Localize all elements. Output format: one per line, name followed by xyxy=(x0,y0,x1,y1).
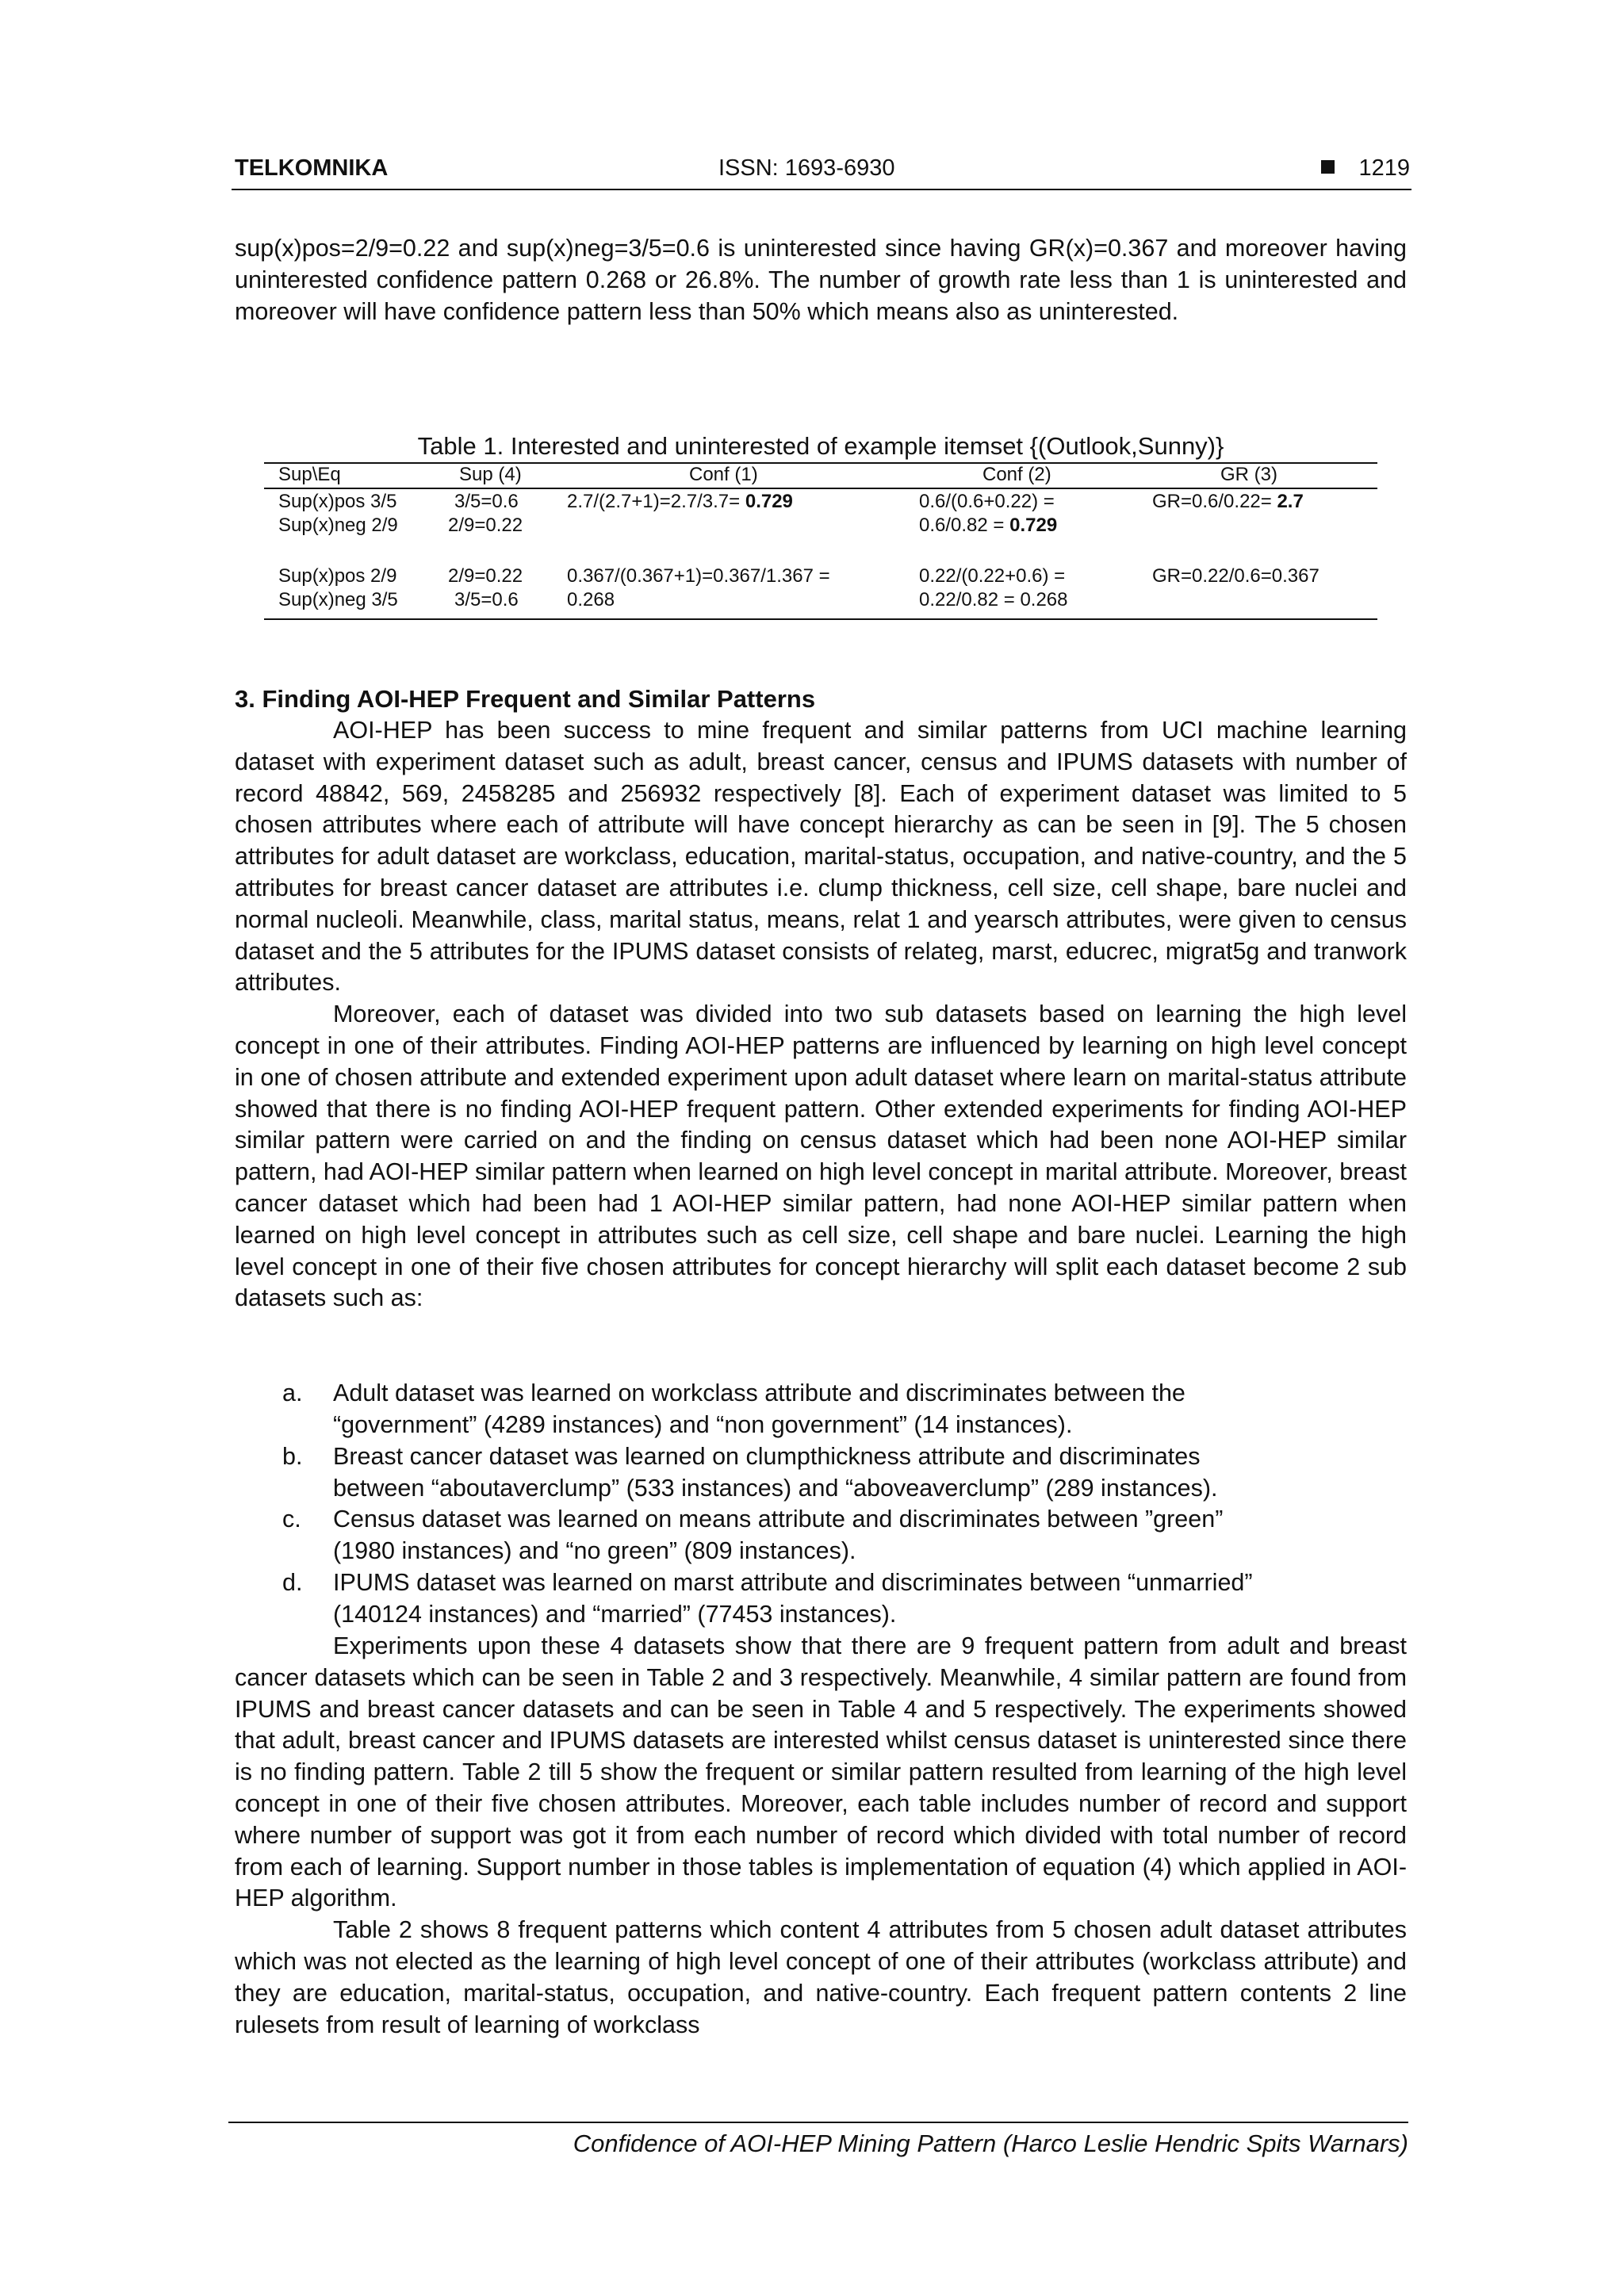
issn: ISSN: 1693-6930 xyxy=(718,155,895,181)
table-cell: Sup(x)pos 3/5 xyxy=(278,491,397,512)
page-number: 1219 xyxy=(1358,155,1410,181)
paragraph: Table 2 shows 8 frequent patterns which content 4 attributes from 5 chosen adult dataset attributes which was not elected as the learning of high level concept of one of their attributes (workclass attribute) and they are education, marital-status, occupation, and native-country. Each frequent pattern contents 2 line rulesets from result of learning of workclass xyxy=(235,1916,1407,2038)
section-heading: 3. Finding AOI-HEP Frequent and Similar Patterns xyxy=(235,685,816,713)
table-cell: Sup(x)neg 3/5 xyxy=(278,589,398,610)
running-header xyxy=(235,155,1410,190)
table-cell: 0.6/0.82 = 0.729 xyxy=(919,515,1058,536)
table-header-rule xyxy=(264,488,1377,489)
table-header-cell: Sup\Eq xyxy=(278,464,341,485)
table-top-rule xyxy=(264,462,1377,464)
table-cell: 2.7/(2.7+1)=2.7/3.7= 0.729 xyxy=(567,491,793,512)
table-cell: GR=0.6/0.22= 2.7 xyxy=(1152,491,1304,512)
intro-paragraph xyxy=(235,233,1407,327)
table1-caption: Table 1. Interested and uninterested of example itemset {(Outlook,Sunny)} xyxy=(417,432,1224,460)
paragraph: Experiments upon these 4 datasets show that there are 9 frequent pattern from adult and breast cancer datasets which can be seen in Table 2 and 3 respectively. Meanwhile, 4 similar pattern are found from IPUMS and breast cancer datasets and can be seen in Table 4 and 5 respectively. The experiments showed that adult, breast cancer and IPUMS datasets are interested whilst census dataset is uninterested since there is no finding pattern. Table 2 till 5 show the frequent or similar pattern resulted from learning of the high level concept in one of their five chosen attributes. Moreover, each table includes number of record and support where number of support was got it from each number of record which divided with total number of record from each of learning. Support number in those tables is implementation of equation (4) which applied in AOI-HEP algorithm. xyxy=(235,1632,1407,1912)
table-cell: 3/5=0.6 xyxy=(454,491,519,512)
table-cell: 0.367/(0.367+1)=0.367/1.367 = xyxy=(567,565,830,587)
table-cell: Sup(x)pos 2/9 xyxy=(278,565,397,587)
journal-name: TELKOMNIKA xyxy=(235,155,389,181)
table-cell: 0.6/(0.6+0.22) = xyxy=(919,491,1055,512)
page-number-block xyxy=(1321,155,1410,182)
table-header-cell: GR (3) xyxy=(1220,464,1277,485)
table-cell: GR=0.22/0.6=0.367 xyxy=(1152,565,1320,587)
table-header-cell: Conf (2) xyxy=(982,464,1051,485)
square-bullet-icon xyxy=(1321,160,1335,174)
table-cell: 0.268 xyxy=(567,589,615,610)
table-cell: 0.22/0.82 = 0.268 xyxy=(919,589,1068,610)
footer-rule xyxy=(228,2122,1408,2123)
running-footer: Confidence of AOI-HEP Mining Pattern (Harco Leslie Hendric Spits Warnars) xyxy=(573,2130,1408,2157)
table-cell: 2/9=0.22 xyxy=(448,515,523,536)
header-rule xyxy=(232,189,1411,190)
intro-text: sup(x)pos=2/9=0.22 and sup(x)neg=3/5=0.6 is uninterested since having GR(x)=0.367 and moreover having uninterested confidence pattern 0.268 or 26.8%. The number of growth rate less than 1 is uninterested and moreover will have confidence pattern less than 50% which means also as uninterested. xyxy=(235,235,1407,325)
section3-body xyxy=(235,715,1407,1314)
table-header-cell: Conf (1) xyxy=(689,464,758,485)
paragraph: AOI-HEP has been success to mine frequent and similar patterns from UCI machine learning dataset with experiment dataset such as adult, breast cancer, census and IPUMS datasets with number of record 48842, 569, 2458285 and 256932 respectively [8]. Each of experiment dataset was limited to 5 chosen attributes where each of attribute will have concept hierarchy as can be seen in [9]. The 5 chosen attributes for adult dataset are workclass, education, marital-status, occupation, and native-country, and the 5 attributes for breast cancer dataset are attributes i.e. clump thickness, cell size, cell shape, bare nuclei and normal nucleoli. Meanwhile, class, marital status, means, relat 1 and yearsch attributes, were given to census dataset and the 5 attributes for the IPUMS dataset consists of relateg, marst, educrec, migrat5g and tranwork attributes. xyxy=(235,717,1407,997)
paragraph: Moreover, each of dataset was divided into two sub datasets based on learning the high level concept in one of their attributes. Finding AOI-HEP patterns are influenced by learning on high level concept in one of chosen attribute and extended experiment upon adult dataset where learn on marital-status attribute showed that there is no finding AOI-HEP frequent pattern. Other extended experiments for finding AOI-HEP similar pattern were carried on and the finding on census dataset which had been none AOI-HEP similar pattern, had AOI-HEP similar pattern when learned on high level concept in marital attribute. Moreover, breast cancer dataset which had been had 1 AOI-HEP similar pattern, had none AOI-HEP similar pattern when learned on high level concept in attributes such as cell size, cell shape and bare nuclei. Learning the high level concept in one of their five chosen attributes for concept hierarchy will split each dataset become 2 sub datasets such as: xyxy=(235,1001,1407,1312)
table-header-cell: Sup (4) xyxy=(459,464,522,485)
page: TELKOMNIKA ISSN: 1693-6930 1219 sup(x)pos=2/9=0.22 and sup(x)neg=3/5=0.6 is uninterested since having GR(x)=0.367 and moreover having uninterested confidence pattern 0.268 or 26.8%. The number of growth rate less than 1 is uninterested and moreover will have confidence pattern less than 50% which means also as uninterested. Table 1. Interested and uninterested of example itemset {(Outlook,Sunny)} Sup\Eq Sup (4) Conf (1) Conf (2) GR (3) Sup(x)pos 3/5 3/5=0.6 2.7/(2.7+1)=2.7/3.7= 0.729 0.6/(0.6+0.22) = GR=0.6/0.22= 2.7 Sup(x)neg 2/9 2/9=0.22 0.6/0.82 = 0.729 Sup(x)pos 2/9 2/9=0.22 0.367/(0.367+1)=0.367/1.367 = 0.22/(0.22+0.6) = GR=0.22/0.6=0.367 Sup(x)neg 3/5 3/5=0.6 0.268 0.22/0.82 = 0.268 3. Finding AOI-HEP Frequent and Similar Patterns AOI-HEP has been success to mine frequent and similar patterns from UCI machine learning dataset with experiment dataset such as adult, breast cancer, census and IPUMS datasets with number of record 48842, 569, 2458285 and 256932 respectively [8]. Each of experiment dataset was limited to 5 chosen attributes where each of attribute will have concept hierarchy as can be seen in [9]. The 5 chosen attributes for adult dataset are workclass, education, marital-status, occupation, and native-country, and the 5 attributes for breast cancer dataset are attributes i.e. clump thickness, cell size, cell shape, bare nuclei and normal nucleoli. Meanwhile, class, marital status, means, relat 1 and yearsch attributes, were given to census dataset and the 5 attributes for the IPUMS dataset consists of relateg, marst, educrec, migrat5g and tranwork attributes. Moreover, each of dataset was divided into two sub datasets based on learning the high level concept in one of their attributes. Finding AOI-HEP patterns are influenced by learning on high level concept in one of chosen attribute and extended experiment upon adult dataset where learn on marital-status attribute showed that there is no finding AOI-HEP frequent pattern. Other extended experiments for finding AOI-HEP similar pattern were carried on and the finding on census dataset which had been none AOI-HEP similar pattern, had AOI-HEP similar pattern when learned on high level concept in marital attribute. Moreover, breast cancer dataset which had been had 1 AOI-HEP similar pattern, had none AOI-HEP similar pattern when learned on high level concept in attributes such as cell size, cell shape and bare nuclei. Learning the high level concept in one of their five chosen attributes for concept hierarchy will split each dataset become 2 sub datasets such as: a. Adult dataset was learned on workclass attribute and discriminates between the “government” (4289 instances) and “non government” (14 instances). b. Breast cancer dataset was learned on clumpthickness attribute and discriminates between “aboutaverclump” (533 instances) and “aboveaverclump” (289 instances). c. Census dataset was learned on means attribute and discriminates between ”green” (1980 instances) and “no green” (809 instances). d. IPUMS dataset was learned on marst attribute and discriminates between “unmarried” (140124 instances) and “married” (77453 instances). Experiments upon these 4 datasets show that there are 9 frequent pattern from adult and breast cancer datasets which can be seen in Table 2 and 3 respectively. Meanwhile, 4 similar pattern are found from IPUMS and breast cancer datasets and can be seen in Table 4 and 5 respectively. The experiments showed that adult, breast cancer and IPUMS datasets are interested whilst census dataset is uninterested since there is no finding pattern. Table 2 till 5 show the frequent or similar pattern resulted from learning of the high level concept in one of their five chosen attributes. Moreover, each table includes number of record and support where number of support was got it from each number of record which divided with total number of record from each of learning. Support number in those tables is implementation of equation (4) which applied in AOI-HEP algorithm. Table 2 shows 8 frequent patterns which content 4 attributes from 5 chosen adult dataset attributes which was not elected as the learning of high level concept of one of their attributes (workclass attribute) and they are education, marital-status, occupation, and native-country. Each frequent pattern contents 2 line rulesets from result of learning of workclass Confidence of AOI-HEP Mining Pattern (Harco Leslie Hendric Spits Warnars) xyxy=(0,0,1624,2296)
table-cell: 2/9=0.22 xyxy=(448,565,523,587)
table-bottom-rule xyxy=(264,618,1377,620)
section3-body-continued xyxy=(235,1631,1407,2041)
table-cell: 3/5=0.6 xyxy=(454,589,519,610)
table-cell: 0.22/(0.22+0.6) = xyxy=(919,565,1066,587)
table-cell: Sup(x)neg 2/9 xyxy=(278,515,398,536)
